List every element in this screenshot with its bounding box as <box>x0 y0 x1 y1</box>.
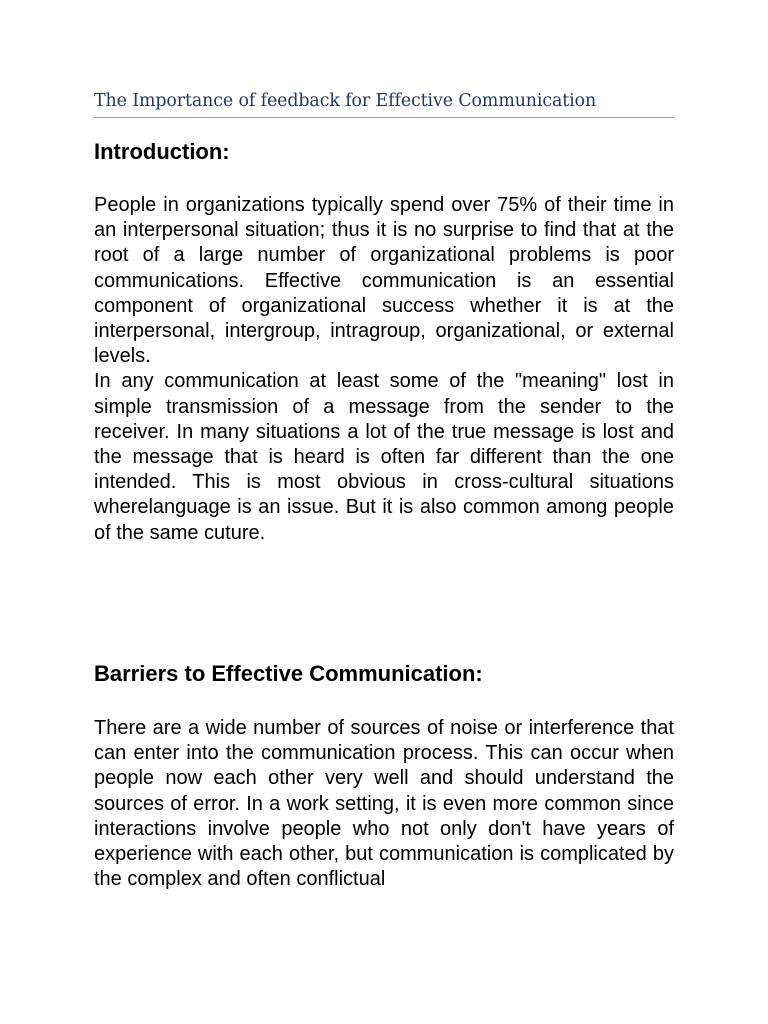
document-title: The Importance of feedback for Effective Communication <box>94 91 597 111</box>
section-heading-introduction: Introduction: <box>94 139 230 164</box>
section-body-barriers <box>94 716 674 892</box>
paragraph: People in organizations typically spend over 75% of their time in an interpersonal situation; thus it is no surprise to find that at the root of a large number of organizational problems is poor communications. Effective communication is an essential component of organizational success whether it is at the interpersonal, intergroup, intragroup, organizational, or external levels. <box>94 194 674 368</box>
section-heading-barriers: Barriers to Effective Communication: <box>94 661 483 686</box>
paragraph: There are a wide number of sources of noise or interference that can enter into the communication process. This can occur when people now each other very well and should understand the sources of error. In a work setting, it is even more common since interactions involve people who not only don't have years of experience with each other, but communication is complicated by the complex and often conflictual <box>94 717 674 891</box>
paragraph: In any communication at least some of the "meaning" lost in simple transmission of a message from the sender to the receiver. In many situations a lot of the true message is lost and the message that is heard is often far different than the one intended. This is most obvious in cross-cultural situations wherelanguage is an issue. But it is also common among people of the same cuture. <box>94 370 674 544</box>
title-underline <box>94 117 674 118</box>
section-body-introduction <box>94 193 674 546</box>
